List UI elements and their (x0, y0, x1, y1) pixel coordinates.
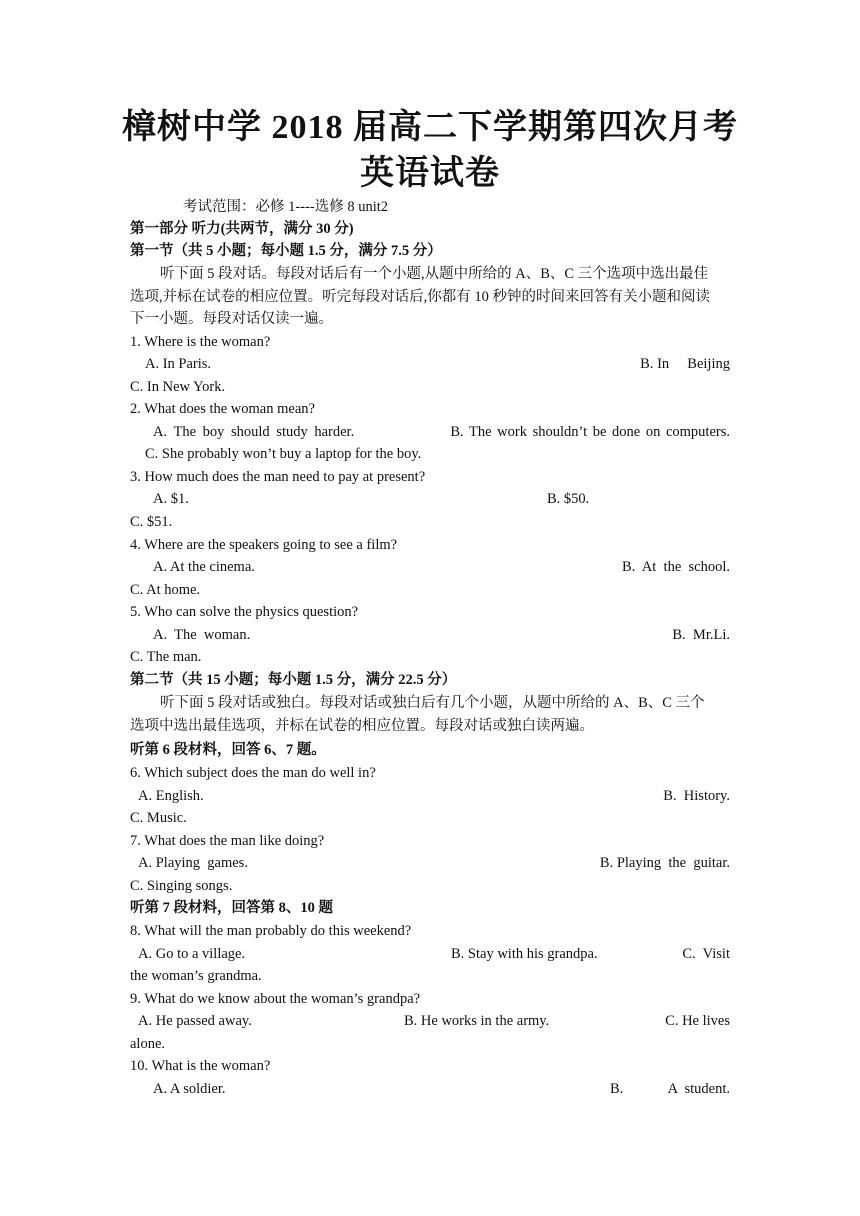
instruction-line: 下一小题。每段对话仅读一遍。 (130, 311, 333, 327)
q10-option-a: A. A soldier. (153, 1081, 226, 1097)
section2-heading: 第二节（共 15 小题；每小题 1.5 分，满分 22.5 分） (130, 672, 457, 688)
q10-option-b-text: A student. (667, 1081, 730, 1097)
section2-instructions (130, 692, 730, 737)
q8-option-c-continued: the woman’s grandma. (130, 968, 262, 984)
instruction-line: 听下面 5 段对话。每段对话后有一个小题,从题中所给的 A、B、C 三个选项中选出最佳 (160, 266, 709, 282)
q9-option-c-continued: alone. (130, 1036, 166, 1052)
question-9: 9. What do we know about the woman’s grandpa? (130, 991, 421, 1007)
exam-title-line2: 英语试卷 (360, 155, 500, 192)
q1-option-a: A. In Paris. (145, 356, 212, 372)
q6-option-c: C. Music. (130, 810, 187, 826)
question-4: 4. Where are the speakers going to see a film? (130, 537, 398, 553)
section1-instructions (130, 263, 730, 331)
question-10: 10. What is the woman? (130, 1058, 271, 1074)
q5-option-c: C. The man. (130, 649, 202, 665)
material-7-heading: 听第 7 段材料，回答第 8、10 题 (130, 900, 333, 916)
q3-option-b: B. $50. (547, 491, 590, 507)
question-8: 8. What will the man probably do this weekend? (130, 923, 412, 939)
q1-option-b: B. In Beijing (640, 356, 730, 372)
question-7: 7. What does the man like doing? (130, 833, 325, 849)
q6-option-a: A. English. (138, 788, 204, 804)
q5-option-a: A. The woman. (153, 627, 251, 643)
q4-option-c: C. At home. (130, 582, 201, 598)
q5-option-b: B. Mr.Li. (672, 627, 730, 643)
question-6: 6. Which subject does the man do well in? (130, 765, 376, 781)
instruction-line: 选项,并标在试卷的相应位置。听完每段对话后,你都有 10 秒钟的时间来回答有关小题和阅读 (130, 288, 710, 305)
q8-option-b: B. Stay with his grandpa. (451, 946, 598, 962)
q8-option-a: A. Go to a village. (138, 946, 246, 962)
q10-option-b: B. (610, 1081, 624, 1097)
q8-option-c: C. Visit (682, 946, 730, 962)
q7-option-a: A. Playing games. (138, 855, 248, 871)
exam-scope: 考试范围：必修 1----选修 8 unit2 (183, 199, 388, 215)
q7-option-c: C. Singing songs. (130, 878, 233, 894)
q2-option-a: A. The boy should study harder. (153, 424, 355, 440)
q2-option-c: C. She probably won’t buy a laptop for the boy. (145, 446, 422, 462)
q4-option-b: B. At the school. (622, 559, 730, 575)
q3-option-a: A. $1. (153, 491, 189, 507)
section1-heading: 第一节（共 5 小题；每小题 1.5 分，满分 7.5 分） (130, 243, 442, 259)
question-1: 1. Where is the woman? (130, 334, 271, 350)
q9-option-b: B. He works in the army. (404, 1013, 550, 1029)
q9-option-c: C. He lives (665, 1013, 730, 1029)
exam-title-line1: 樟树中学 2018 届高二下学期第四次月考 (122, 109, 738, 146)
question-5: 5. Who can solve the physics question? (130, 604, 359, 620)
question-3: 3. How much does the man need to pay at present? (130, 469, 426, 485)
q7-option-b: B. Playing the guitar. (599, 855, 730, 871)
q6-option-b: B. History. (663, 788, 730, 804)
q4-option-a: A. At the cinema. (153, 559, 255, 575)
instruction-line: 选项中选出最佳选项，并标在试卷的相应位置。每段对话或独白读两遍。 (130, 717, 594, 734)
q2-option-b: B. The work shouldn’t be done on computers. (450, 424, 730, 440)
q1-option-c: C. In New York. (130, 379, 226, 395)
q9-option-a: A. He passed away. (138, 1013, 252, 1029)
material-6-heading: 听第 6 段材料，回答 6、7 题。 (130, 742, 326, 758)
q3-option-c: C. $51. (130, 514, 173, 530)
instruction-line: 听下面 5 段对话或独白。每段对话或独白后有几个小题，从题中所给的 A、B、C 三个 (160, 695, 705, 711)
question-2: 2. What does the woman mean? (130, 401, 315, 417)
part1-heading: 第一部分 听力(共两节，满分 30 分) (130, 221, 354, 237)
